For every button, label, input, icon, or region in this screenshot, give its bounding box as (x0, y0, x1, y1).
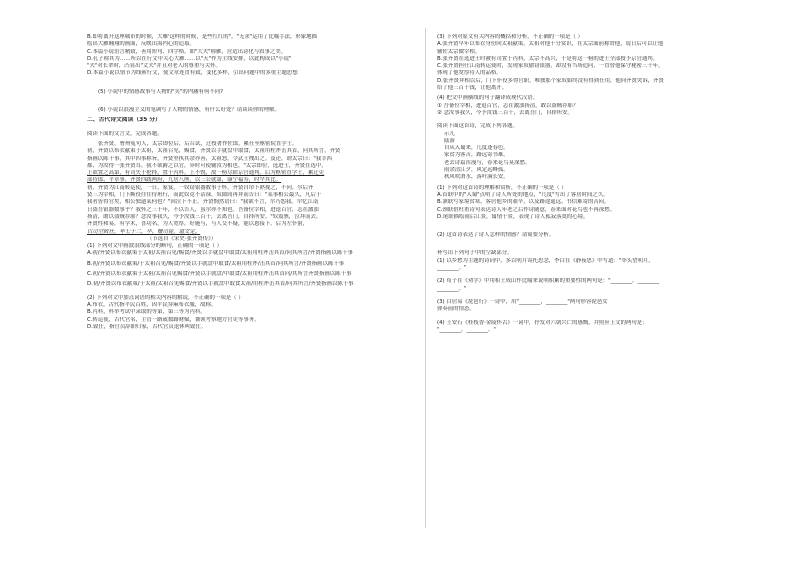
option-b: B.颔联写家境贫寒、客居他乡的艰辛，以及路途遥远、书信难寄的苦闷。 (437, 199, 610, 206)
question-stem: (2) 这首诗表达了诗人怎样的情感？请简要分析。 (437, 232, 555, 239)
option-line: A.张齐贤早年以布衣身份向太祖献策，太祖对他十分赏识，在太宗面前称赞他，说日后可以让他 (437, 41, 664, 48)
fill-blank-line: (1) 以乡愁为主题的诗词中，多以明月寄托思念，李白在《静夜思》中写道："举头望明月， (437, 257, 654, 264)
text-line: B.即将离开这座城市的时候，大雁'这样的时候，是些红红的"，"无求"运用了比喻手法，形象地描 (87, 34, 317, 40)
poem-line: 雨余清江夕，风定远峰孤。 (444, 167, 509, 174)
section-title: 二、古代诗文阅读（35 分） (87, 117, 161, 124)
reading-intro: 阅读下面的文言文，完成各题。 (87, 130, 163, 137)
fill-blank-line: "________，________。" (437, 326, 496, 333)
option-line: B.张齐贤在选进士时被有司置于丙科，太宗不高兴，于是将这一榜的进士全部授予京官通判。 (437, 55, 659, 62)
option-line: C.张齐贤担任江南转运使时，发现家奴偷窃银器，却没有当场追问，一直替他保守秘密三十年， (437, 63, 664, 70)
question-stem: (4) 把文中画横线的句子翻译成现代汉语。 (437, 95, 538, 102)
option-a: A.首联中的"入蜀"点明了诗人所处的地点，"几度"写出了客居时间之久。 (437, 191, 609, 198)
poem-line: 自从入蜀来，几度逢春色。 (444, 145, 509, 152)
option-d: D.初/齐贤以布衣献策/于太祖/太祖召见赐食/齐贤以手就盘中取食太祖/用柱斧击其首/问其所言/齐贤指画以陈十事 (87, 281, 354, 288)
passage-line: 扬清，敢以盗贼荐耶？念汝事我久，今予汝钱三百千，去离吾门，自择所安。"奴震骇，泣拜而去。 (87, 213, 322, 220)
fill-blank-line: 弹奏前的情态。 (437, 306, 475, 313)
question-stem: (1) 下列对这首诗的理解和赏析，不正确的一项是（ ） (437, 184, 567, 191)
question-stem: (2) 下列对文中加点词语的相关内容的解说，不正确的一项是（ ） (87, 294, 244, 301)
option-c: C.转运使，古代官名，主管一路或数路财赋，兼领考察地方官吏等事务。 (87, 316, 260, 323)
text-line: C.本篇小说语言精致，善用短句、四字格，如"大夫"称雁，营造出诗化与叙事之美。 (87, 48, 287, 55)
passage-line: 张齐贤，曹州冤句人，太宗即位后，后召试，迁授著作佐郎，累任至枢密院直学士。 (98, 140, 298, 147)
poem-intro: 阅读下面这首诗，完成下列各题。 (437, 123, 518, 130)
question-5: (5) 小说中的情感故事与人物的"笑"的内涵有何不同? (98, 88, 223, 95)
option-c: C.颈联借杜甫诗句表达诗人年老之后作诗随意，春来面对花鸟也不再深愁。 (437, 206, 615, 213)
text-line: 绘出大雁翱翔的画面，反映出海内心的追慕。 (87, 41, 195, 48)
option-line: 给了他三百千钱，让他离开。 (437, 85, 508, 92)
column-divider (425, 28, 426, 528)
fill-blank-line: (4) 王安石《桂枝香·金陵怀古》一词中，抒发对六朝兴亡的感慨，并照应上文的两句是： (437, 319, 648, 326)
poem-line: 老去诗篇浑漫与，春来花鸟莫深愁。 (444, 159, 531, 166)
fill-blank-line: ________。" (437, 265, 467, 272)
question-stem: (3) 下列对原文有关内容的概括和分析，不正确的一项是（ ） (437, 34, 583, 40)
question-6: (6) 小说以浪漫主义的笔调写了人物的情感，有什么好处？请谈谈你的理解。 (98, 107, 280, 114)
left-column (87, 34, 417, 331)
option-line: 体现了他宽厚待人的品格。 (437, 70, 502, 77)
passage-line: 贤三为宰相，门下厮役往往侍班行，而此奴竟不沾禄。奴隙间再拜而告曰："某事相公最久，凡后于 (87, 192, 322, 199)
option-c: C.初/齐贤以布衣献策于太祖/太祖召见赐食/齐贤以手就盘/中取食/太祖用柱斧击其首问/其所言齐贤指画以陈十事 (87, 271, 352, 278)
translation-item: ② 念汝事我久，今予汝钱三百千，去离吾门，自择所安。 (437, 109, 573, 116)
text-line: D.本篇小说以情节为线索行文，使文章连贯有致，变化多样，引出问题中的多重主题思想 (87, 70, 298, 77)
passage-line-underlined: 以司空致仕，年七十二，卒。赠司徒，谥文定。 (87, 228, 201, 235)
option-b: B.初/齐贤以布衣献策/于太祖召见/赐食/齐贤以手就盘中取食/太祖用柱斧/击其首/问其所言/齐贤指画以陈十事 (87, 260, 345, 267)
text-line: "夫"对长辈时，凸显出"丈夫"并且对老人的尊重与关怀。 (87, 63, 221, 70)
passage-line: 初，齐贤为江南转运使，一日，家宴，一奴窃银器数事于怀，齐贤自帘下熟视之，不问。尔后齐 (87, 184, 314, 191)
section-header: 补写出下列句子中的空缺部分。 (437, 250, 513, 257)
option-b: B.丙科，科举考试中录取的等第，第三等为丙科。 (87, 309, 206, 316)
option-line: D.张齐贤拜相以后，门下仆役多得官职，唯独那个家奴始终没有得到任用，他向齐贤哭诉，齐贤 (437, 77, 664, 84)
citation: （节选自《宋史·张齐贤传》） (147, 235, 217, 242)
text-line: D.孔子称其为……所以在行文中关心大雁……以"天"作为主线安排，以此构成以"小说" (87, 55, 292, 62)
option-a: A.布衣，古代指平民百姓，因平民穿麻布衣服，故称。 (87, 301, 217, 308)
passage-line: 齐贤性和易，有学术，喜功名，为人宽厚，好施与，与人交不疑，能以恩接下。后为左仆射， (87, 221, 309, 228)
fill-blank-line: ________。" (437, 285, 467, 292)
translation-item: ① 吾备位宰相，进退百官，志在激浊扬清，敢以盗贼荐耶？ (437, 102, 579, 109)
option-a: A.初/齐贤以布衣献策于太祖/太祖召见/赐食/齐贤以手就盘中取食/太祖用柱斧击其首/问其所言/齐贤指画以陈十事 (87, 250, 353, 257)
poem-line: 秋风吹渭水，落叶满长安。 (444, 174, 509, 181)
question-stem: (1) 下列对文中画波浪线部分的断句，正确的一项是（ ） (87, 243, 223, 250)
poem-author: 陆游 (444, 137, 455, 144)
passage-line: 我者皆得官矣，相公独遗某何也？"因泣下不止。齐贤悯然语曰："我欲不言，尔乃怨我。尔忆江南 (87, 199, 319, 206)
fill-blank-line: (2) 荀子在《劝学》中用积土成山作比喻来说明积累的重要性的两句是："________，________ (437, 278, 660, 285)
passage-line-underlined: 部侍郎、平章事。齐贤四践两府，九居八座，以三公就第，康宁福寿，时罕其比。 (87, 177, 282, 184)
option-line: 辅佐太宗做宰相。 (437, 48, 481, 55)
passage-line: 日盗吾银器数事乎？我怀之三十年，不以告人，虽尔亦不知也。吾备位宰相，进退百官，志在激浊 (87, 206, 319, 213)
passage-line: 指画以陈十事，其中四事称旨，齐贤坚执其余亦善，太祖怒，令武士拽出之。及还，谓太宗曰："我幸西 (87, 155, 333, 162)
passage-line-underlined: 上欲置之高第，有司失于抡择，置于丙科。上不悦，故一榜尽除京官通判。后为枢密直学士，累迁吏 (87, 170, 325, 177)
option-d: D.致仕，指官员辞职归家，古代官员退休叫致仕。 (87, 323, 207, 330)
option-d: D.尾联描绘雨后江景，寓情于景，表现了诗人孤寂落寞的心境。 (437, 213, 589, 220)
right-column (437, 34, 772, 334)
poem-line: 家贫为客苦，路远寄书难。 (444, 152, 509, 159)
passage-line: 初，齐贤以布衣献策于太祖，太祖召见，赐食，齐贤以手就盘中取食，太祖用柱斧击其首，问其所言，齐贤 (87, 148, 341, 155)
fill-blank-line: (3) 白居易《琵琶行》一诗中，用"________，________"两句形容琵琶女 (437, 298, 608, 305)
passage-line: 都，为汝得一张齐贤耳。我不欲爵之以官，异时可使辅汝为相也。"太宗即位，选进士，齐贤在选中， (87, 162, 327, 169)
poem-title: 示儿 (444, 130, 455, 137)
